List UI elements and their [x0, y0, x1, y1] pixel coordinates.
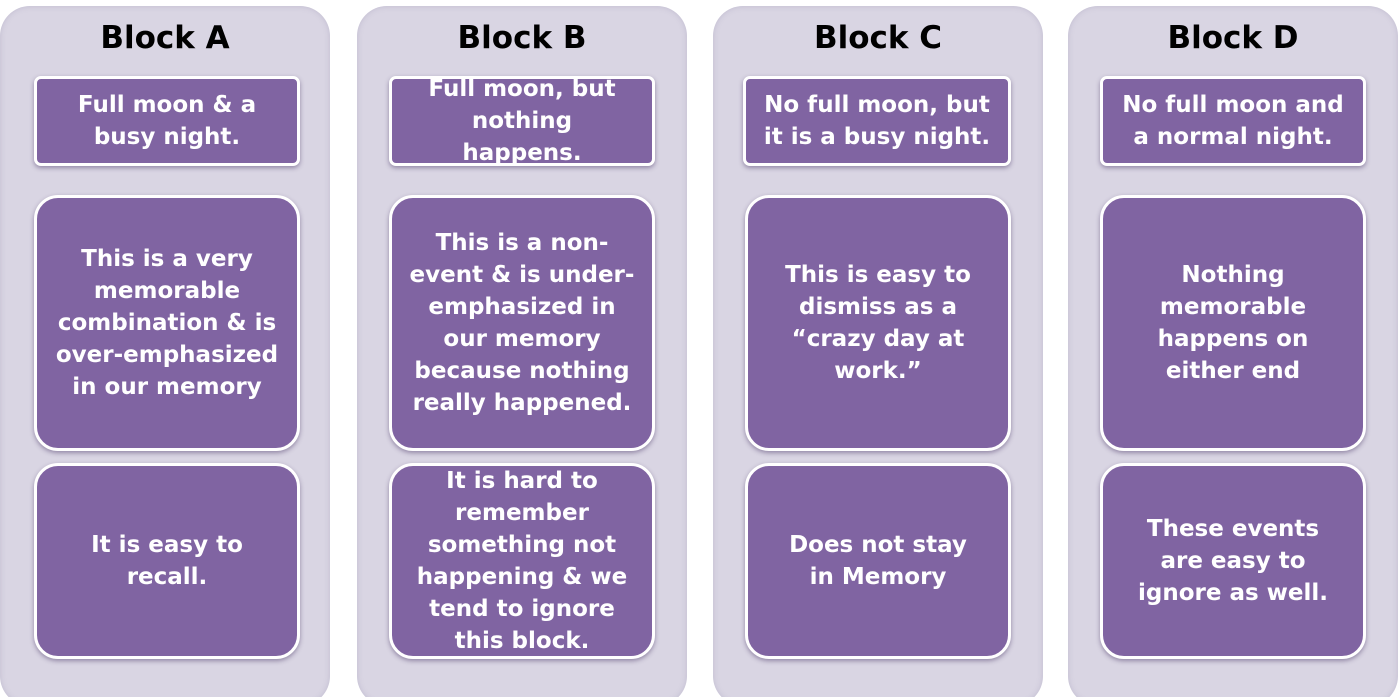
block-c-recall-text: Does not stay in Memory: [789, 532, 967, 590]
block-c-column: [713, 6, 1043, 697]
block-d-title: Block D: [1167, 20, 1299, 56]
block-d-recall-text: These events are easy to ignore as well.: [1137, 516, 1329, 606]
block-d-condition-text: No full moon and a normal night.: [1122, 92, 1344, 150]
block-a-column: [0, 6, 330, 697]
block-c-effect-text: This is easy to dismiss as a “crazy day at work.”: [785, 262, 971, 384]
block-d-effect-box: [1100, 195, 1366, 451]
block-a-effect-text: This is a very memorable combination & is over-emphasized in our memory: [55, 246, 279, 400]
block-d-condition-box: [1100, 76, 1366, 166]
block-b-title: Block B: [457, 20, 587, 56]
block-d-column: [1068, 6, 1398, 697]
block-b-effect-text: This is a non-event & is under-emphasized in our memory because nothing really happened.: [409, 230, 635, 416]
block-b-condition-box: [389, 76, 655, 166]
block-d-recall-box: [1100, 463, 1366, 659]
block-c-recall-box: [745, 463, 1011, 659]
block-a-condition-text: Full moon & a busy night.: [77, 92, 257, 150]
block-c-condition-text: No full moon, but it is a busy night.: [763, 92, 991, 150]
block-b-effect-box: [389, 195, 655, 451]
block-a-condition-box: [34, 76, 300, 166]
block-a-recall-text: It is easy to recall.: [91, 532, 243, 590]
block-c-effect-box: [745, 195, 1011, 451]
block-a-effect-box: [34, 195, 300, 451]
block-b-column: [357, 6, 687, 697]
block-c-title: Block C: [813, 20, 943, 56]
block-d-effect-text: Nothing memorable happens on either end: [1157, 262, 1309, 384]
block-a-recall-box: [34, 463, 300, 659]
block-b-condition-text: Full moon, but nothing happens.: [428, 76, 616, 166]
block-a-title: Block A: [100, 20, 230, 56]
block-c-condition-box: [743, 76, 1011, 166]
block-b-recall-text: It is hard to remember something not happening & we tend to ignore this block.: [416, 468, 628, 654]
block-b-recall-box: [389, 463, 655, 659]
